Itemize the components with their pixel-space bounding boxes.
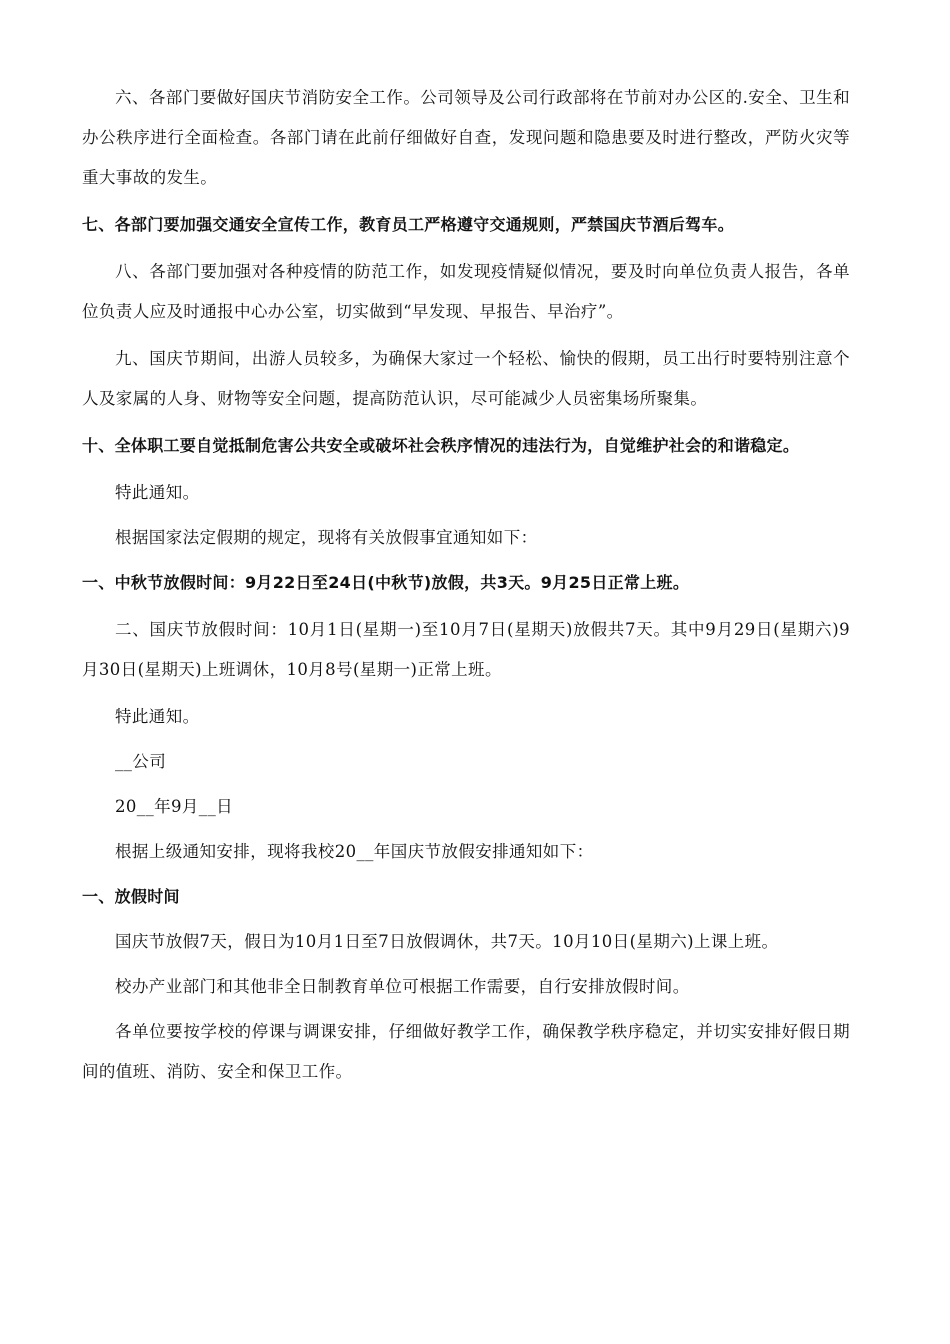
paragraph-holiday-intro: 根据国家法定假期的规定，现将有关放假事宜通知如下： [115, 528, 538, 547]
paragraph-traffic-safety: 七、各部门要加强交通安全宣传工作，教育员工严格遵守交通规则，严禁国庆节酒后驾车。 [82, 215, 735, 234]
paragraph-school-duty: 各单位要按学校的停课与调课安排，仔细做好教学工作，确保教学秩序稳定，并切实安排好假日期间的值班、消防、安全和保卫工作。 [82, 1022, 850, 1081]
paragraph-school-intro: 根据上级通知安排，现将我校20__年国庆节放假安排通知如下： [115, 842, 594, 861]
paragraph-national-day-holiday: 二、国庆节放假时间：10月1日(星期一)至10月7日(星期天)放假共7天。其中9月29日(星期六)9月30日(星期天)上班调休，10月8号(星期一)正常上班。 [82, 620, 850, 679]
paragraph-notice-closing: 特此通知。 [115, 483, 200, 502]
company-signature: __公司 [115, 752, 167, 771]
paragraph-travel-safety: 九、国庆节期间，出游人员较多，为确保大家过一个轻松、愉快的假期，员工出行时要特别注意个人及家属的人身、财物等安全问题，提高防范认识，尽可能减少人员密集场所聚集。 [82, 349, 850, 408]
paragraph-school-holiday-dates: 国庆节放假7天，假日为10月1日至7日放假调休，共7天。10月10日(星期六)上课上班。 [115, 932, 779, 951]
heading-holiday-time: 一、放假时间 [82, 887, 180, 906]
paragraph-epidemic-prevention: 八、各部门要加强对各种疫情的防范工作，如发现疫情疑似情况，要及时向单位负责人报告，各单位负责人应及时通报中心办公室，切实做到“早发现、早报告、早治疗”。 [82, 262, 850, 321]
paragraph-school-industry: 校办产业部门和其他非全日制教育单位可根据工作需要，自行安排放假时间。 [115, 977, 690, 996]
paragraph-public-order: 十、全体职工要自觉抵制危害公共安全或破坏社会秩序情况的违法行为，自觉维护社会的和谐稳定。 [82, 436, 800, 455]
paragraph-notice-closing-2: 特此通知。 [115, 707, 200, 726]
signature-date: 20__年9月__日 [115, 797, 233, 816]
paragraph-fire-safety: 六、各部门要做好国庆节消防安全工作。公司领导及公司行政部将在节前对办公区的.安全、卫生和办公秩序进行全面检查。各部门请在此前仔细做好自查，发现问题和隐患要及时进行整改，严防火灾等重大事故的发生。 [82, 88, 850, 187]
paragraph-mid-autumn-holiday: 一、中秋节放假时间：9月22日至24日(中秋节)放假，共3天。9月25日正常上班。 [82, 573, 690, 592]
